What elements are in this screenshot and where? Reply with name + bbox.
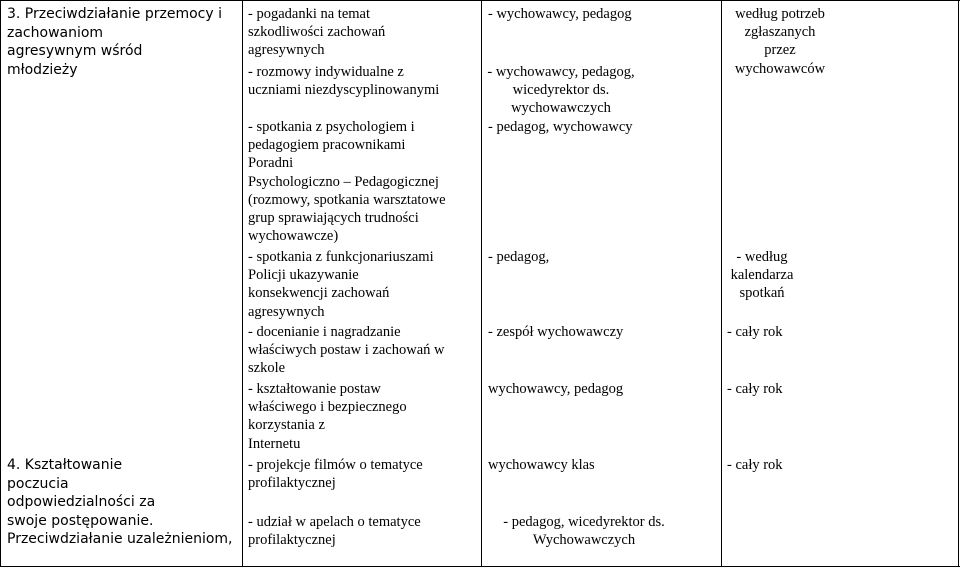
activity-film-screenings: - projekcje filmów o tematyce profilaktycznej <box>248 457 423 492</box>
responsible-e: - zespół wychowawczy <box>488 324 624 340</box>
activity-individual-talks: - rozmowy indywidualne z uczniami niezdyscyplinowanymi <box>248 64 440 99</box>
section-4-title: 4. Kształtowanie poczucia odpowiedzialności za swoje postępowanie. Przeciwdziałanie uzależnieniom, <box>7 457 233 547</box>
column-divider-2 <box>481 0 482 567</box>
responsible-d: - pedagog, <box>488 249 550 265</box>
table-border-bottom <box>0 566 960 567</box>
responsible-f: wychowawcy, pedagog <box>488 381 624 397</box>
responsible-g: wychowawcy klas <box>488 457 595 473</box>
table-border-left <box>0 0 1 567</box>
column-divider-1 <box>242 0 243 567</box>
deadline-d: - według kalendarza spotkań <box>730 249 794 302</box>
responsible-b: - wychowawcy, pedagog, wicedyrektor ds. wychowawczych <box>487 64 635 117</box>
table-border-right <box>958 0 959 567</box>
deadline-e: - cały rok <box>727 324 783 340</box>
activity-talks: - pogadanki na temat szkodliwości zachowań agresywnych <box>248 6 386 59</box>
activity-internet-safety: - kształtowanie postaw właściwego i bezpiecznego korzystania z Internetu <box>248 381 407 452</box>
responsible-a: - wychowawcy, pedagog <box>488 6 632 22</box>
activity-assemblies: - udział w apelach o tematyce profilaktycznej <box>248 514 421 549</box>
activity-rewarding: - docenianie i nagradzanie właściwych postaw i zachowań w szkole <box>248 324 445 377</box>
responsible-h: - pedagog, wicedyrektor ds. Wychowawczych <box>503 514 665 549</box>
responsible-c: - pedagog, wychowawcy <box>488 119 633 135</box>
activity-police-meetings: - spotkania z funkcjonariuszami Policji ukazywanie konsekwencji zachowań agresywnych <box>248 249 434 320</box>
section-3-title: 3. Przeciwdziałanie przemocy i zachowaniom agresywnym wśród młodzieży <box>7 6 222 78</box>
deadline-f: - cały rok <box>727 381 783 397</box>
deadline-g: - cały rok <box>727 457 783 473</box>
deadline-a: według potrzeb zgłaszanych przez wychowawców <box>734 6 826 77</box>
activity-psychologist-meetings: - spotkania z psychologiem i pedagogiem pracownikami Poradni Psychologiczno – Pedagogicznej (rozmowy, spotkania warsztatowe grup sprawiających trudności wychowawcze) <box>248 119 446 245</box>
table-border-top <box>0 0 960 1</box>
